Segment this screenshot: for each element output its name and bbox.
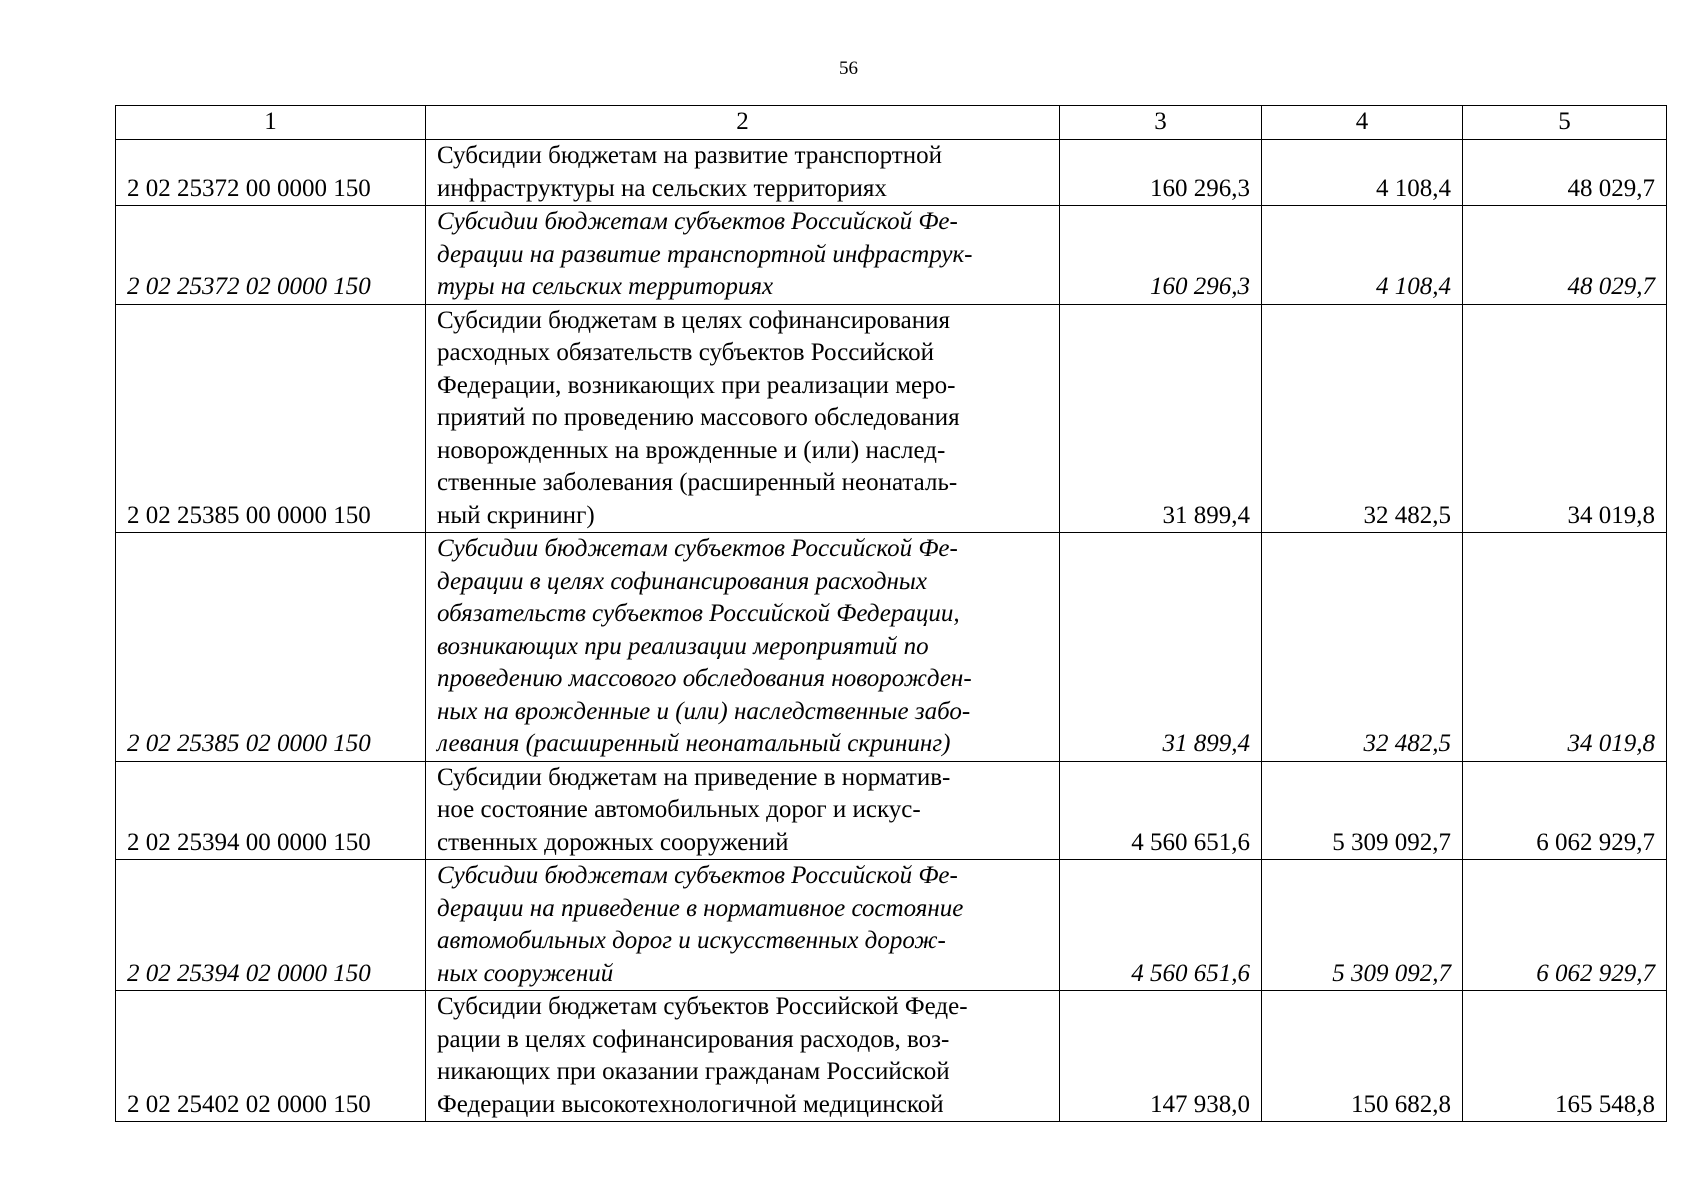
description-line: Федерации высокотехнологичной медицинской <box>437 1090 944 1118</box>
amount-cell-year-1: 4 560 651,6 <box>1060 761 1262 860</box>
column-header: 2 <box>426 106 1060 140</box>
description-cell <box>426 533 1060 762</box>
amount-cell-year-1: 31 899,4 <box>1060 533 1262 762</box>
amount-cell-year-2: 32 482,5 <box>1262 533 1463 762</box>
table-row <box>116 860 1667 991</box>
revenue-code-cell: 2 02 25385 02 0000 150 <box>116 533 426 762</box>
description-line: левания (расширенный неонатальный скрининг) <box>437 730 951 757</box>
column-header: 4 <box>1262 106 1463 140</box>
description-line: Субсидии бюджетам на развитие транспортной <box>437 142 942 169</box>
amount-cell-year-3: 48 029,7 <box>1463 206 1667 305</box>
description-line: проведению массового обследования новорожден- <box>437 665 972 692</box>
amount-cell-year-2: 5 309 092,7 <box>1262 860 1463 991</box>
amount-cell-year-3: 48 029,7 <box>1463 140 1667 206</box>
table-row <box>116 991 1667 1122</box>
description-line: Субсидии бюджетам на приведение в норматив- <box>437 763 951 791</box>
description-line: Субсидии бюджетам субъектов Российской Фе- <box>437 208 958 235</box>
description-line: возникающих при реализации мероприятий по <box>437 632 929 660</box>
amount-cell-year-2: 4 108,4 <box>1262 140 1463 206</box>
description-line: ственных дорожных сооружений <box>437 828 789 856</box>
description-line: ных на врожденные и (или) наследственные забо- <box>437 697 971 725</box>
description-line: никающих при оказании гражданам Российской <box>437 1058 950 1085</box>
description-line: Субсидии бюджетам субъектов Российской Фе- <box>437 862 958 889</box>
amount-cell-year-1: 31 899,4 <box>1060 304 1262 533</box>
amount-cell-year-2: 4 108,4 <box>1262 206 1463 305</box>
amount-cell-year-2: 150 682,8 <box>1262 991 1463 1122</box>
table-row <box>116 761 1667 860</box>
description-line: ное состояние автомобильных дорог и искус- <box>437 796 921 823</box>
description-cell <box>426 206 1060 305</box>
description-cell <box>426 991 1060 1122</box>
description-cell <box>426 860 1060 991</box>
description-line: Субсидии бюджетам в целях софинансирования <box>437 306 951 334</box>
table-row <box>116 533 1667 762</box>
amount-cell-year-3: 165 548,8 <box>1463 991 1667 1122</box>
revenue-code-cell: 2 02 25394 00 0000 150 <box>116 761 426 860</box>
page-number: 56 <box>839 58 858 79</box>
amount-cell-year-3: 34 019,8 <box>1463 533 1667 762</box>
description-line: инфраструктуры на сельских территориях <box>437 174 887 202</box>
amount-cell-year-3: 6 062 929,7 <box>1463 860 1667 991</box>
description-line: дерации на развитие транспортной инфраструк- <box>437 240 973 268</box>
table-row <box>116 140 1667 206</box>
revenue-code-cell: 2 02 25385 00 0000 150 <box>116 304 426 533</box>
revenue-code-cell: 2 02 25372 02 0000 150 <box>116 206 426 305</box>
amount-cell-year-1: 147 938,0 <box>1060 991 1262 1122</box>
amount-cell-year-1: 160 296,3 <box>1060 206 1262 305</box>
description-cell <box>426 140 1060 206</box>
description-line: Федерации, возникающих при реализации меро- <box>437 371 956 399</box>
revenue-code-cell: 2 02 25394 02 0000 150 <box>116 860 426 991</box>
description-line: расходных обязательств субъектов Российской <box>437 339 934 366</box>
amount-cell-year-2: 5 309 092,7 <box>1262 761 1463 860</box>
revenue-code-cell: 2 02 25402 02 0000 150 <box>116 991 426 1122</box>
description-line: новорожденных на врожденные и (или) наслед- <box>437 436 946 464</box>
amount-cell-year-2: 32 482,5 <box>1262 304 1463 533</box>
column-header: 1 <box>116 106 426 140</box>
table-row <box>116 304 1667 533</box>
revenue-code-cell: 2 02 25372 00 0000 150 <box>116 140 426 206</box>
amount-cell-year-1: 4 560 651,6 <box>1060 860 1262 991</box>
description-line: дерации на приведение в нормативное состояние <box>437 894 964 922</box>
amount-cell-year-3: 34 019,8 <box>1463 304 1667 533</box>
description-cell <box>426 761 1060 860</box>
description-line: ный скрининг) <box>437 501 595 529</box>
description-line: дерации в целях софинансирования расходных <box>437 567 927 595</box>
table-row <box>116 206 1667 305</box>
description-line: обязательств субъектов Российской Федерации, <box>437 600 960 627</box>
column-header: 3 <box>1060 106 1262 140</box>
description-line: Субсидии бюджетам субъектов Российской Фе- <box>437 535 958 562</box>
description-line: автомобильных дорог и искусственных дорож- <box>437 927 946 954</box>
amount-cell-year-1: 160 296,3 <box>1060 140 1262 206</box>
description-line: Субсидии бюджетам субъектов Российской Феде- <box>437 993 968 1020</box>
description-cell <box>426 304 1060 533</box>
table-header-row <box>116 106 1667 140</box>
description-line: рации в целях софинансирования расходов, воз- <box>437 1025 950 1053</box>
description-line: туры на сельских территориях <box>437 273 774 300</box>
amount-cell-year-3: 6 062 929,7 <box>1463 761 1667 860</box>
budget-table <box>115 105 1667 1122</box>
description-line: ственные заболевания (расширенный неонаталь- <box>437 469 958 496</box>
description-line: приятий по проведению массового обследования <box>437 404 960 431</box>
column-header: 5 <box>1463 106 1667 140</box>
description-line: ных сооружений <box>437 959 614 987</box>
